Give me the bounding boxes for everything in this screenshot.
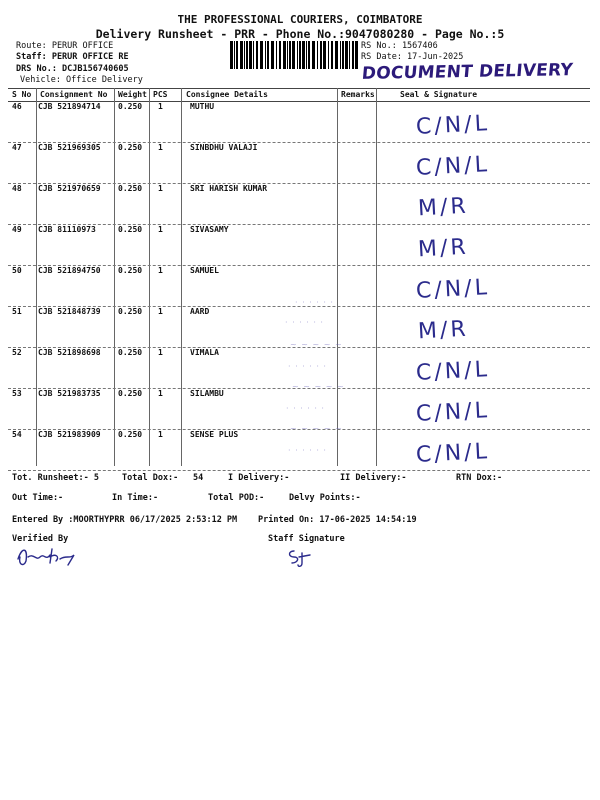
row-pcs: 1 [158,143,163,152]
row-weight: 0.250 [118,143,143,152]
row-sno: 48 [12,184,22,193]
col-sno: S No [12,90,32,99]
staff-label: Staff: PERUR OFFICE RE [16,52,129,62]
row-pcs: 1 [158,184,163,193]
delivery-remark-handwritten: C/N/L [415,398,491,427]
row-pcs: 1 [158,430,163,439]
row-sno: 53 [12,389,22,398]
col-remarks: Remarks [341,90,375,99]
row-pcs: 1 [158,266,163,275]
delivery-remark-handwritten: M/R [417,316,470,345]
row-pcs: 1 [158,307,163,316]
row-sno: 50 [12,266,22,275]
row-consignment-no: CJB 521969305 [38,143,101,152]
delivery-remark-handwritten: M/R [417,193,470,222]
row-pcs: 1 [158,225,163,234]
row-weight: 0.250 [118,389,143,398]
delivery-remark-handwritten: C/N/L [415,275,491,304]
row-sno: 47 [12,143,22,152]
i-delivery: I Delivery:- [228,473,290,483]
row-pcs: 1 [158,389,163,398]
row-consignee: SINBDHU VALAJI [190,143,258,152]
row-consignee: SIVASAMY [190,225,229,234]
runsheet-title: Delivery Runsheet - PRR - Phone No.:9047080280 - Page No.:5 [95,27,505,41]
row-consignment-no: CJB 521894750 [38,266,101,275]
col-weight: Weight [118,90,147,99]
row-consignee: AARD [190,307,210,316]
row-consignment-no: CJB 521898698 [38,348,101,357]
row-consignee: SRI HARISH KUMAR [190,184,268,193]
row-divider [8,470,590,471]
row-pcs: 1 [158,102,163,111]
row-sno: 51 [12,307,22,316]
row-consignment-no: CJB 521894714 [38,102,101,111]
row-sno: 46 [12,102,22,111]
col-consignee: Consignee Details [186,90,268,99]
col-seal-signature: Seal & Signature [400,90,478,99]
rs-number: RS No.: 1567406 [361,41,438,51]
row-weight: 0.250 [118,307,143,316]
delivery-remark-handwritten: M/R [417,234,470,263]
in-time: In Time:- [112,493,159,503]
total-pod: Total POD:- [208,493,265,503]
drs-label: DRS No.: DCJB156740605 [16,64,129,74]
row-consignment-no: CJB 521970659 [38,184,101,193]
rtn-dox: RTN Dox:- [456,473,503,483]
row-consignment-no: CJB 521983909 [38,430,101,439]
row-consignee: MUTHU [190,102,215,111]
row-sno: 54 [12,430,22,439]
row-sno: 52 [12,348,22,357]
col-consignment: Consignment No [40,90,108,99]
rs-date: RS Date: 17-Jun-2025 [361,52,464,62]
route-label: Route: PERUR OFFICE [16,41,114,51]
out-time: Out Time:- [12,493,64,503]
ii-delivery: II Delivery:- [340,473,407,483]
row-consignment-no: CJB 81110973 [38,225,96,234]
row-consignee: SILAMBU [190,389,224,398]
row-weight: 0.250 [118,184,143,193]
staff-signature-mark [286,545,316,569]
total-dox-value: 54 [193,473,204,483]
row-weight: 0.250 [118,266,143,275]
row-consignment-no: CJB 521983735 [38,389,101,398]
delivery-points: Delvy Points:- [289,493,361,503]
verified-by-label: Verified By [12,534,69,544]
delivery-remark-handwritten: C/N/L [415,152,491,181]
staff-signature-label: Staff Signature [268,534,345,544]
row-consignee: SENSE PLUS [190,430,239,439]
total-runsheet: Tot. Runsheet:- 5 [12,473,99,483]
row-consignee: VIMALA [190,348,219,357]
barcode-image [230,41,358,69]
verifier-signature [14,543,84,569]
company-title: THE PROFESSIONAL COURIERS, COIMBATORE [177,13,423,26]
row-weight: 0.250 [118,102,143,111]
row-consignee: SAMUEL [190,266,219,275]
document-delivery-stamp: DOCUMENT DELIVERY [360,60,574,84]
vehicle-label: Vehicle: Office Delivery [20,75,143,85]
delivery-remark-handwritten: C/N/L [415,439,491,468]
row-sno: 49 [12,225,22,234]
row-weight: 0.250 [118,430,143,439]
col-pcs: PCS [153,90,168,99]
printed-on: Printed On: 17-06-2025 14:54:19 [258,515,417,525]
entered-by: Entered By :MOORTHYPRR 06/17/2025 2:53:12 PM [12,515,238,525]
row-weight: 0.250 [118,225,143,234]
delivery-remark-handwritten: C/N/L [415,357,491,386]
row-consignment-no: CJB 521848739 [38,307,101,316]
delivery-remark-handwritten: C/N/L [415,111,491,140]
row-weight: 0.250 [118,348,143,357]
row-pcs: 1 [158,348,163,357]
total-dox-label: Total Dox:- [122,473,179,483]
